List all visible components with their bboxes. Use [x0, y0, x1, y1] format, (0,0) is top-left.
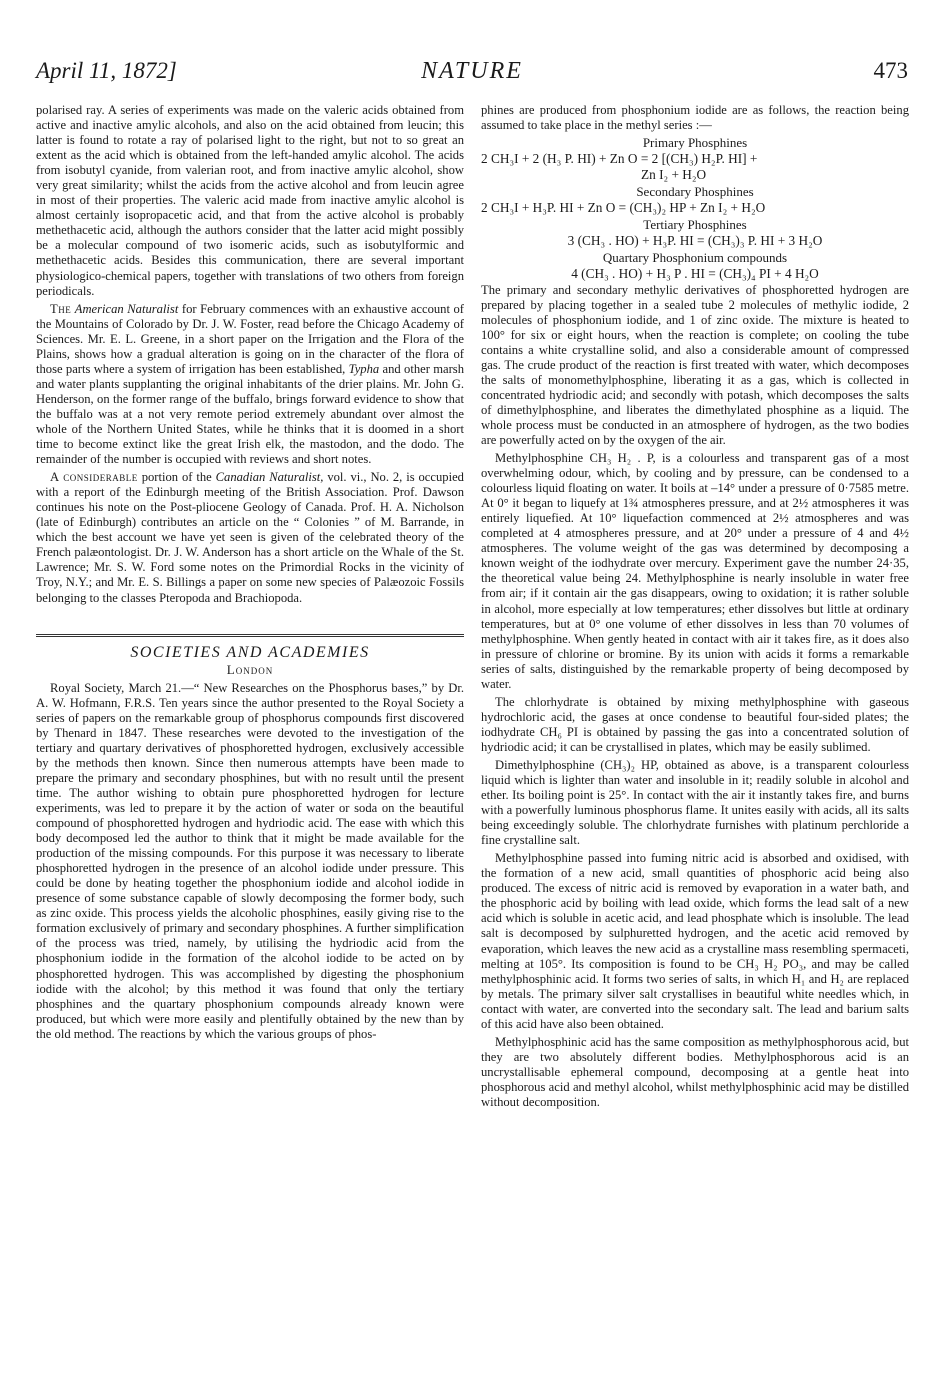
paragraph-text: portion of the: [141, 470, 212, 485]
paragraph-methylphosphinic: Methylphosphinic acid has the same composition as methylphosphorous acid, but they are two absolutely different bodies. Methylphosphorous acid is an uncrystallisable ephemeral compound, decomposing at a gentle heat into phosphorous acid and methyl alcohol, whilst methylphosphinic acid may be distilled without decomposition.: [481, 1034, 909, 1109]
paragraph-phosphines-intro: phines are produced from phosphonium iodide are as follows, the reaction being assumed to take place in the methyl series :—: [481, 103, 909, 133]
page-number: 473: [873, 58, 908, 83]
paragraph-dimethylphosphine: Dimethylphosphine (CH₃)₂ HP, obtained as above, is a transparent colourless liquid which is lighter than water and insoluble in it; readily soluble in alcohol and ether. Its boiling point is 25°. In contact with the air it instantly takes fire, and burns with a powerfully luminous phosphorus flame. It unites easily with acids, all its salts being exceedingly soluble. The chlorhydrate furnishes with platinum perchloride a fine crystalline salt.: [481, 757, 909, 848]
paragraph-royal-society: Royal Society, March 21.—“ New Researches on the Phosphorus bases,” by Dr. A. W. Hofmann, F.R.S. Ten years since the author presented to the Royal Society a series of papers on the remarkable group of phosphorus compounds first discovered by Thenard in 1847. These researches were devoted to the investigation of the tertiary and quartary derivatives of phosphoretted hydrogen, exclusively accessible by the methods then known. Since then numerous attempts have been made to prepare the primary and secondary phosphines, but with no result until the present time. The author wishing to obtain pure phosphoretted hydrogen for lecture experiments, was led to prepare it by the action of water or soda on the beautiful compound of phosphoretted hydrogen and hydriodic acid. The ease with which this body decomposed led the author to think that it might be made available for the production of the missing compounds. For this purpose it was necessary to liberate phosphoretted hydrogen in the presence of an alcohol iodide under pressure. This could be done by heating together the phosphonium iodide and alcohol iodide in presence of some substance capable of slowly decomposing the former body, such as zinc oxide. This process yields the alcoholic phosphines, easily giving rise to the formation exclusively of primary and secondary phosphines. A further simplification of the process was tried, namely, by utilising the hydriodic acid from the phosphonium iodide in the formation of the alcohol iodide to be acted on by phosphoretted hydrogen. This was accomplished by digesting the phosphonium iodide with the alcohol; by this method it was found that only the tertiary phosphines and the quartary phosphonium compounds already known were produced, but which were more easily and plentifully obtained by the new than by the old method. The reactions by which the various groups of phos-: [36, 680, 464, 1041]
equation-label: Tertiary Phosphines: [643, 217, 747, 233]
paragraph-chlorhydrate: The chlorhydrate is obtained by mixing methylphosphine with gaseous hydrochloric acid, the gases at once condense to beautiful four-sided plates; the iodhydrate CH₆ PI is obtained by passing the gas into a concentrated solution of hydriodic acid; it can be crystallised in plates, which may be easily sublimed.: [481, 694, 909, 754]
equation-quartary: 4 (CH₃ . HO) + H₃ P . HI = (CH₃)₄ PI + 4 H₂O: [571, 266, 819, 282]
equation-label: Primary Phosphines: [642, 135, 748, 151]
paragraph-text: and other marsh and water plants supplanting the original inhabitants of the drier plains. Mr. John G. Henderson, on the former range of the buffalo, brings forward evidence to show that the buffalo was at a not very remote period extremely abundant over almost the whole of the Northern United States, while he thinks that it is doomed in a short time to become extinct like the great Irish elk, the mastodon, and the dodo. The remainder of the number is occupied with reviews and short notes.: [36, 361, 464, 467]
equation-secondary: 2 CH₃I + H₃P. HI + Zn O = (CH₃)₂ HP + Zn I₂ + H₂O: [481, 200, 766, 216]
journal-name: Canadian Naturalist,: [215, 470, 324, 485]
journal-name: American Naturalist: [74, 301, 179, 316]
journal-title: NATURE: [421, 58, 523, 84]
page-header: [36, 58, 908, 88]
paragraph-preparation: The primary and secondary methylic derivatives of phosphoretted hydrogen are prepared by placing together in a sealed tube 2 molecules of methylic iodide, 2 molecules of phosphonium iodide, and 1 of zinc oxide. The mixture is heated to 100° for six or eight hours, when the reaction is complete; on cooling the tube contains a white crystalline solid, and also a considerable amount of compressed gas. The crude product of the reaction is first treated with water, which decomposes the salts of monomethylphosphine, liberating it as a gas, which is collected in concentrated hydriodic acid; and secondly with potash, which decomposes the salts of dimethylphosphine, and liberates the dimethylated phosphine as a liquid. The whole process must be conducted in an atmosphere of hydrogen, as the two bodies are powerfully acted on by the oxygen of the air.: [481, 282, 909, 447]
section-title: SOCIETIES AND ACADEMIES: [130, 643, 370, 661]
equation-tertiary: 3 (CH₃ . HO) + H₃P. HI = (CH₃)₃ P. HI + 3 H₂O: [567, 233, 823, 249]
paragraph-canadian-naturalist: [36, 470, 464, 605]
paragraph-valeric-acids: polarised ray. A series of experiments was made on the valeric acids obtained from active and inactive amylic alcohols, and also on the acid obtained from leucin; this latter is found to rotate a ray of polarised light to the right, but not to so great an extent as the acid which is obtained from the left-handed amylic alcohol. The acids from isobutyl cyanide, from valerian root, and from inactive amylic alcohol, show very great similarity; whilst the acids from the active alcohol and from leucin agree in most of their properties. The valeric acid made from inactive amylic alcohol is almost certainly isopropacetic acid, and that from the active alcohol is probably methethacetic acid, although the authors consider that the latter acid might possibly be a molecular compound of two isomeric acids, such as isobutylformic and methethacetic acids. Besides this communication, there are several important physiologico-chemical papers, together with translations of two others from foreign periodicals.: [36, 103, 464, 298]
paragraph-text: for February commences with an exhaustive account of the Mountains of Colorado by Dr. J. W. Foster, read before the Chicago Academy of Sciences. Mr. E. L. Greene, in a short paper on the Irrigation and the Flora of the Plains, shows how a gradual alteration is going on in the character of the flora of those parts where a system of irrigation has been established,: [36, 301, 465, 376]
right-column: [481, 103, 909, 1110]
equation-label: Secondary Phosphines: [636, 184, 754, 200]
paragraph-text: vol. vi., No. 2, is occupied with a report of the Edinburgh meeting of the British Association. Prof. Dawson continues his note on the Post-pliocene Geology of Canada. Prof. H. A. Nicholson (late of Edinburgh) contributes an article on the “ Colonies ” of M. Barrande, in which the best account we have yet seen is given of the celebrated theory of the French palæontologist. Dr. J. W. Anderson has a short article on the Whale of the St. Lawrence; Mr. S. W. Ford some notes on the Primordial Rocks in the vicinity of Troy, N.Y.; and Mr. E. S. Billings a paper on some new species of Palæozoic Fossils belonging to the classes Pteropoda and Brachiopoda.: [36, 470, 464, 605]
paragraph-nitric-oxidation: Methylphosphine passed into fuming nitric acid is absorbed and oxidised, with the formation of a new acid, small quantities of phosphoric acid being also produced. The excess of nitric acid is removed by evaporation in a water bath, and the phosphoric acid by boiling with lead oxide, which forms the lead salt of a new acid which is soluble in acetic acid, and lead phosphate which is insoluble. The lead salt is decomposed by sulphuretted hydrogen, and the acetic acid removed by evaporation, which leaves the new acid as a crystalline mass resembling spermaceti, melting at 105°. Its composition is found to be CH₃ H₂ PO₃, and may be called methylphosphinic acid. It forms two series of salts, in which H₁ and H₂ are replaced by metals. The primary silver salt crystallises in beautiful white needles which, in contact with water, are converted into the secondary salt. The lead and barium salts of this acid have also been obtained.: [481, 851, 909, 1031]
genus-name: Typha: [348, 361, 380, 376]
section-subtitle: London: [226, 661, 274, 677]
section-divider: [36, 634, 464, 637]
paragraph-american-naturalist: [36, 302, 464, 468]
issue-date: April 11, 1872]: [36, 58, 177, 83]
left-column: [36, 103, 464, 1042]
lead-word: A considerable: [50, 470, 138, 485]
equation-primary-line2: Zn I₂ + H₂O: [641, 167, 707, 183]
equation-primary-line1: 2 CH₃I + 2 (H₃ P. HI) + Zn O = 2 [(CH₃) H₂P. HI] +: [481, 151, 758, 167]
equation-label: Quartary Phosphonium compounds: [602, 250, 788, 266]
lead-word: The: [50, 301, 72, 316]
paragraph-methylphosphine: Methylphosphine CH₃ H₂ . P, is a colourless and transparent gas of a most overwhelming odour, which, by cooling and by pressure, can be condensed to a colourless liquid floating on water. It boils at –14° under a pressure of 0·7585 metre. At 0° it began to liquefy at 1¾ atmospheres pressure, and at 2½ atmospheres it was entirely liquefied. At 10° liquefaction commenced at 2½ atmospheres and was completed at 4 atmospheres pressure, and at 20° under a pressure of 4 and 4½ atmospheres. The volume weight of the gas was determined by decomposing a known weight of the iodhydrate over mercury. Experiment gave the number 24·35, the theoretical value being 24. Methylphosphine is nearly insoluble in water free from air; if it contain air the gas disappears, owing to oxidation; it is rather soluble in alcohol, more especially at low temperatures; ether dissolves but little at ordinary temperatures, but at 0° one volume of ether dissolves in less than 70 volumes of methylphosphine. When gently heated in contact with air it takes fire, as it does also in pressure of chlorine or bromine. By its union with acids it forms a remarkable series of salts, distinguished by the remarkable property of being decomposed by water.: [481, 451, 909, 691]
